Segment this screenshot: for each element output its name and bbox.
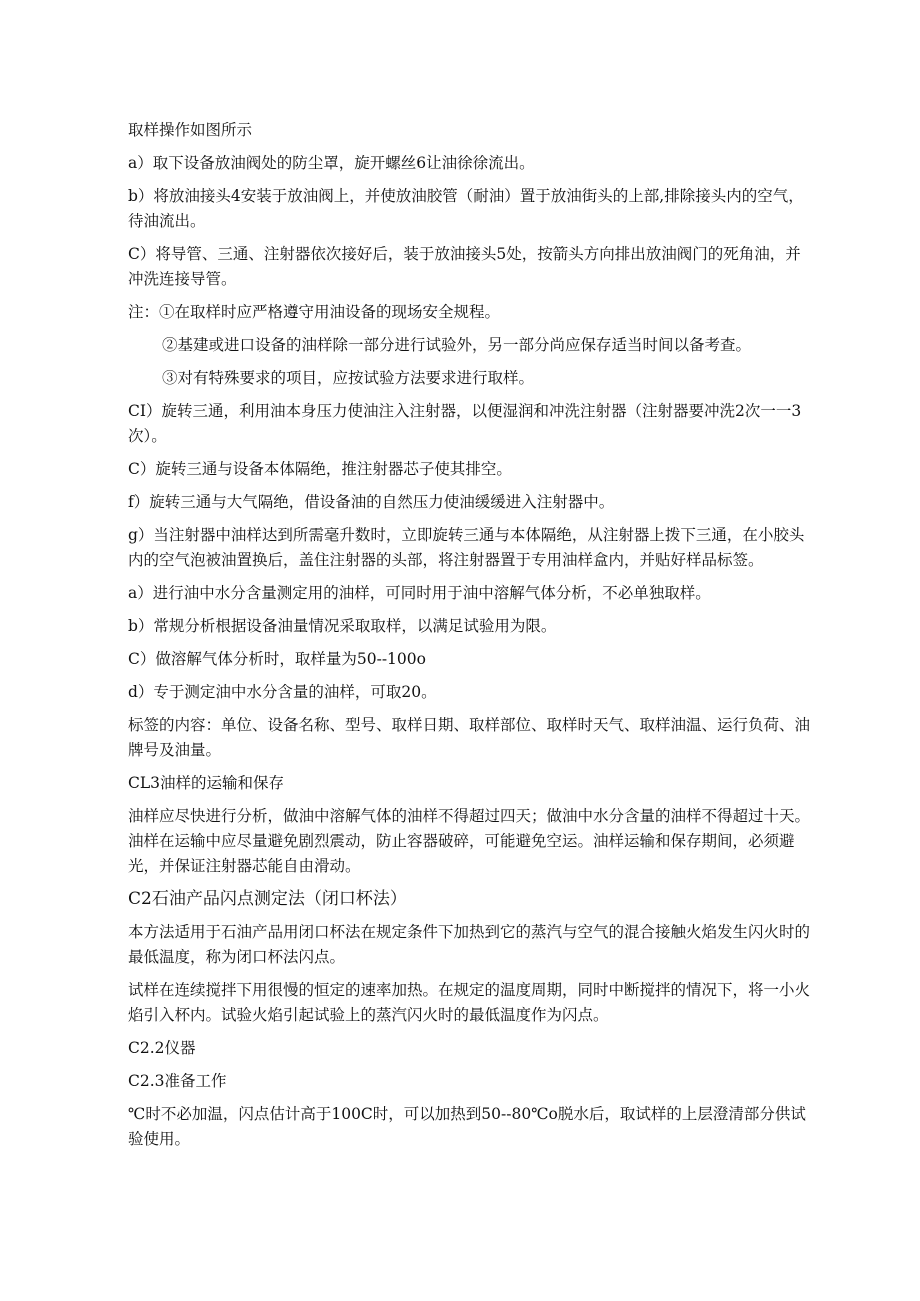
paragraph-quantity-c: C）做溶解气体分析时，取样量为50--100o bbox=[128, 650, 426, 668]
paragraph-step-c-second: C）旋转三通与设备本体隔绝，推注射器芯子使其排空。 bbox=[128, 460, 512, 478]
paragraph-note-2: ②基建或进口设备的油样除一部分进行试验外，另一部分尚应保存适当时间以备考查。 bbox=[162, 336, 752, 354]
paragraph-step-a: a）取下设备放油阀处的防尘罩，旋开螺丝6让油徐徐流出。 bbox=[128, 154, 535, 172]
paragraph-step-c: C）将导管、三通、注射器依次接好后，装于放油接头5处，按箭头方向排出放油阀门的死角油，并冲洗连接导管。 bbox=[128, 245, 801, 288]
paragraph-step-f: f）旋转三通与大气隔绝，借设备油的自然压力使油缓缓进入注射器中。 bbox=[128, 493, 615, 511]
paragraph-sampling-intro: 取样操作如图所示 bbox=[128, 121, 253, 139]
paragraph-flash-point-scope: 本方法适用于石油产品用闭口杯法在规定条件下加热到它的蒸汽与空气的混合接触火焰发生闪火时的最低温度，称为闭口杯法闪点。 bbox=[128, 923, 811, 966]
paragraph-quantity-b: b）常规分析根据设备油量情况采取取样，以满足试验用为限。 bbox=[128, 617, 557, 635]
paragraph-step-g: g）当注射器中油样达到所需毫升数时，立即旋转三通与本体隔绝，从注射器上拨下三通，在小胶头内的空气泡被油置换后，盖住注射器的头部，将注射器置于专用油样盒内，并贴好样品标签。 bbox=[128, 526, 805, 569]
document-body bbox=[128, 118, 816, 1160]
paragraph-quantity-a: a）进行油中水分含量测定用的油样，可同时用于油中溶解气体分析，不必单独取样。 bbox=[128, 584, 711, 602]
section-title-flash-point: C2石油产品闪点测定法（闭口杯法） bbox=[128, 889, 407, 909]
subsection-title-instrument: C2.2仪器 bbox=[128, 1039, 196, 1057]
paragraph-transport: 油样应尽快进行分析，做油中溶解气体的油样不得超过四天；做油中水分含量的油样不得超过十天。油样在运输中应尽量避免剧烈震动，防止容器破碎，可能避免空运。油样运输和保存期间，必须避光，并保证注射器芯能自由滑动。 bbox=[128, 807, 811, 875]
section-title-transport: CL3油样的运输和保存 bbox=[128, 774, 285, 792]
paragraph-label-content: 标签的内容：单位、设备名称、型号、取样日期、取样部位、取样时天气、取样油温、运行负荷、油牌号及油量。 bbox=[128, 716, 811, 759]
paragraph-flash-point-method: 试样在连续搅拌下用很慢的恒定的速率加热。在规定的温度周期，同时中断搅拌的情况下，将一小火焰引入杯内。试验火焰引起试验上的蒸汽闪火时的最低温度作为闪点。 bbox=[128, 981, 811, 1024]
paragraph-preparation: ℃时不必加温，闪点估计高于100C时，可以加热到50--80℃o脱水后，取试样的上层澄清部分供试验使用。 bbox=[128, 1105, 806, 1148]
subsection-title-preparation: C2.3准备工作 bbox=[128, 1072, 227, 1090]
paragraph-quantity-d: d）专于测定油中水分含量的油样，可取20。 bbox=[128, 683, 437, 701]
paragraph-note-1: 注：①在取样时应严格遵守用油设备的现场安全规程。 bbox=[128, 303, 501, 321]
paragraph-step-b: b）将放油接头4安装于放油阀上，并使放油胶管（耐油）置于放油街头的上部,排除接头内的空气，待油流出。 bbox=[128, 187, 804, 230]
paragraph-note-3: ③对有特殊要求的项目，应按试验方法要求进行取样。 bbox=[162, 369, 535, 387]
paragraph-step-ci: CI）旋转三通，利用油本身压力使油注入注射器，以便湿润和冲洗注射器（注射器要冲洗2次一一3次）。 bbox=[128, 402, 802, 445]
